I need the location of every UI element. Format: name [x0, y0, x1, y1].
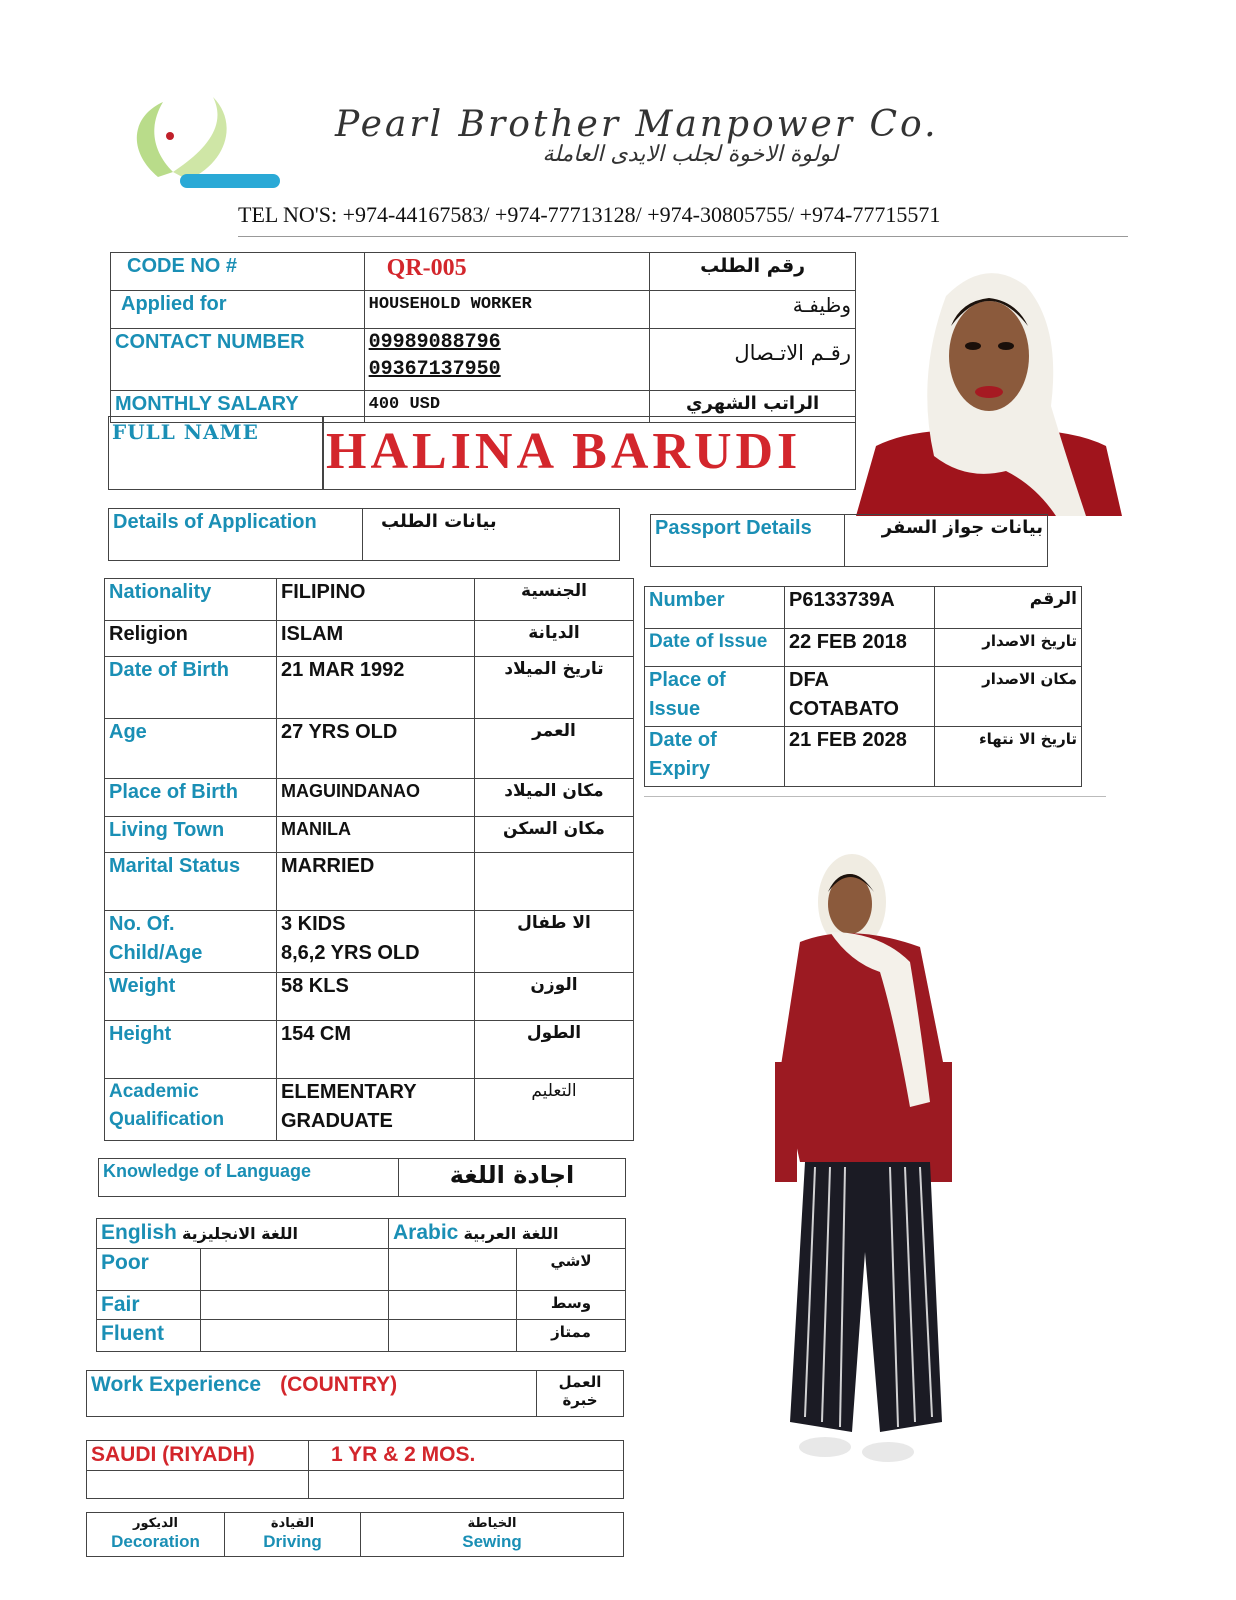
language-title: Knowledge of Language	[103, 1161, 312, 1181]
app-label: No. Of.	[109, 913, 175, 935]
app-value: ISLAM	[281, 623, 344, 645]
application-table	[104, 578, 634, 1141]
app-value: FILIPINO	[281, 581, 366, 603]
code-value: QR-005	[386, 255, 467, 281]
passport-value-line2: COTABATO	[789, 698, 899, 720]
skill-en: Sewing	[462, 1532, 522, 1551]
company-name-en: Pearl Brother Manpower Co.	[335, 104, 939, 145]
salary-value: 400 USD	[368, 395, 441, 414]
table-row	[645, 727, 1082, 787]
table-row	[87, 1471, 624, 1499]
app-ar: الا طفال	[517, 913, 591, 933]
header-divider	[238, 236, 1128, 237]
application-title-ar: بيانات الطلب	[381, 511, 497, 532]
applied-value: HOUSEHOLD WORKER	[368, 295, 532, 314]
table-row	[645, 629, 1082, 667]
app-value: ELEMENTARY	[281, 1081, 417, 1103]
level-label: Fair	[101, 1293, 140, 1316]
table-row	[97, 1291, 626, 1320]
passport-value: DFA	[789, 669, 829, 691]
level-ar: وسط	[550, 1294, 592, 1312]
table-row	[105, 1021, 634, 1079]
app-value-line2: 8,6,2 YRS OLD	[281, 942, 420, 964]
app-value: 154 CM	[281, 1023, 352, 1045]
arabic-label: Arabic	[393, 1221, 459, 1244]
level-label: Fluent	[101, 1322, 164, 1345]
table-row	[105, 621, 634, 657]
passport-value: 22 FEB 2018	[789, 631, 907, 653]
application-title: Details of Application	[113, 511, 317, 533]
app-ar: مكان السكن	[503, 819, 605, 839]
portrait-photo	[856, 256, 1122, 516]
app-value: 27 YRS OLD	[281, 721, 398, 743]
english-ar: اللغة الانجليزية	[181, 1224, 298, 1243]
app-ar: مكان الميلاد	[504, 781, 604, 801]
passport-table	[644, 586, 1082, 787]
application-title-box	[108, 508, 620, 561]
app-label-line2: Qualification	[109, 1109, 225, 1130]
skill-ar: الخياطة	[467, 1516, 517, 1531]
app-label: Age	[109, 721, 147, 743]
passport-label-line2: Issue	[649, 698, 701, 720]
table-row	[105, 779, 634, 817]
passport-title: Passport Details	[655, 517, 812, 539]
app-label: Academic	[109, 1081, 199, 1102]
level-label: Poor	[101, 1251, 149, 1274]
fullname-divider	[322, 416, 324, 490]
app-value: MAGUINDANAO	[281, 781, 420, 801]
app-label: Nationality	[109, 581, 212, 603]
language-title-box	[98, 1158, 626, 1197]
work-title-country: (COUNTRY)	[280, 1373, 398, 1396]
work-title-box	[86, 1370, 624, 1417]
app-value: 58 KLS	[281, 975, 349, 997]
app-value: 3 KIDS	[281, 913, 346, 935]
passport-label: Place of	[649, 669, 726, 691]
app-label: Weight	[109, 975, 176, 997]
app-label: Living Town	[109, 819, 225, 841]
skill-ar: الديكور	[133, 1516, 178, 1531]
code-label: CODE NO #	[127, 255, 238, 277]
table-row	[105, 911, 634, 973]
app-ar: الجنسية	[521, 581, 587, 601]
contact-value-1: 09989088796	[368, 331, 501, 354]
app-label: Marital Status	[109, 855, 241, 877]
table-row	[105, 579, 634, 621]
level-ar: لاشي	[550, 1252, 592, 1270]
contact-label: CONTACT NUMBER	[115, 331, 305, 353]
app-ar: الديانة	[528, 623, 580, 643]
salary-ar: الراتب الشهري	[686, 393, 820, 414]
company-logo	[118, 82, 288, 197]
table-row	[645, 667, 1082, 727]
table-row	[105, 817, 634, 853]
app-ar: الطول	[526, 1023, 582, 1043]
code-ar: رقم الطلب	[700, 255, 806, 277]
passport-label: Date of	[649, 729, 717, 751]
app-value: MARRIED	[281, 855, 375, 877]
top-info-table	[110, 252, 856, 423]
skill-en: Driving	[263, 1532, 322, 1551]
app-label: Height	[109, 1023, 172, 1045]
app-value-line2: GRADUATE	[281, 1110, 393, 1132]
table-row	[105, 973, 634, 1021]
contact-value-2: 09367137950	[368, 358, 501, 381]
applied-ar: وظيفـة	[792, 293, 851, 317]
work-title-ar-2: خبرة	[562, 1391, 598, 1409]
passport-ar: تاريخ الاصدار	[982, 632, 1077, 650]
work-title-ar-1: العمل	[558, 1373, 602, 1391]
skill-cell	[87, 1513, 225, 1557]
passport-label: Number	[649, 589, 725, 611]
passport-title-box	[650, 514, 1048, 567]
app-label: Date of Birth	[109, 659, 229, 681]
table-row	[645, 587, 1082, 629]
passport-ar: تاريخ الا نتهاء	[978, 730, 1077, 748]
passport-ar: الرقم	[1029, 589, 1077, 609]
app-value: 21 MAR 1992	[281, 659, 405, 681]
passport-title-ar: بيانات جواز السفر	[881, 517, 1043, 538]
app-label: Religion	[109, 623, 188, 645]
skills-table	[86, 1512, 624, 1557]
passport-ar: مكان الاصدار	[982, 670, 1077, 688]
telephone-numbers: TEL NO'S: +974-44167583/ +974-77713128/ +974-30805755/ +974-77715571	[238, 202, 941, 227]
passport-label-line2: Expiry	[649, 758, 711, 780]
passport-divider	[644, 796, 1106, 797]
passport-value: 21 FEB 2028	[789, 729, 907, 751]
table-row	[105, 853, 634, 911]
contact-ar: رقـم الاتـصال	[734, 341, 851, 365]
app-ar: التعليم	[531, 1081, 577, 1101]
table-row	[97, 1249, 626, 1291]
full-body-photo	[770, 822, 960, 1482]
table-row	[87, 1441, 624, 1471]
arabic-ar: اللغة العربية	[463, 1224, 559, 1243]
fullname-label: FULL NAME	[112, 420, 259, 444]
language-title-ar: اجادة اللغة	[449, 1161, 575, 1189]
app-label-line2: Child/Age	[109, 942, 203, 964]
table-row	[105, 719, 634, 779]
table-row	[105, 1079, 634, 1141]
app-ar: تاريخ الميلاد	[504, 659, 604, 679]
work-title: Work Experience	[91, 1373, 262, 1396]
language-table	[96, 1218, 626, 1352]
app-ar: الوزن	[530, 975, 578, 995]
fullname-value: HALINA BARUDI	[326, 423, 802, 480]
company-name-ar: لولوة الاخوة لجلب الايدى العاملة	[542, 142, 838, 167]
english-label: English	[101, 1221, 177, 1244]
passport-label: Date of Issue	[649, 631, 768, 652]
skill-ar: القيادة	[270, 1516, 315, 1531]
app-ar: العمر	[532, 721, 576, 741]
level-ar: ممتاز	[551, 1323, 591, 1341]
skill-cell	[361, 1513, 624, 1557]
work-country: SAUDI (RIYADH)	[91, 1443, 255, 1466]
work-table	[86, 1440, 624, 1499]
skill-cell	[225, 1513, 361, 1557]
app-value: MANILA	[281, 819, 351, 839]
work-duration: 1 YR & 2 MOS.	[331, 1443, 476, 1466]
passport-value: P6133739A	[789, 589, 895, 611]
table-row	[105, 657, 634, 719]
salary-label: MONTHLY SALARY	[115, 393, 299, 415]
skill-en: Decoration	[111, 1532, 200, 1551]
table-row	[97, 1320, 626, 1352]
app-label: Place of Birth	[109, 781, 238, 803]
applied-label: Applied for	[121, 293, 227, 315]
